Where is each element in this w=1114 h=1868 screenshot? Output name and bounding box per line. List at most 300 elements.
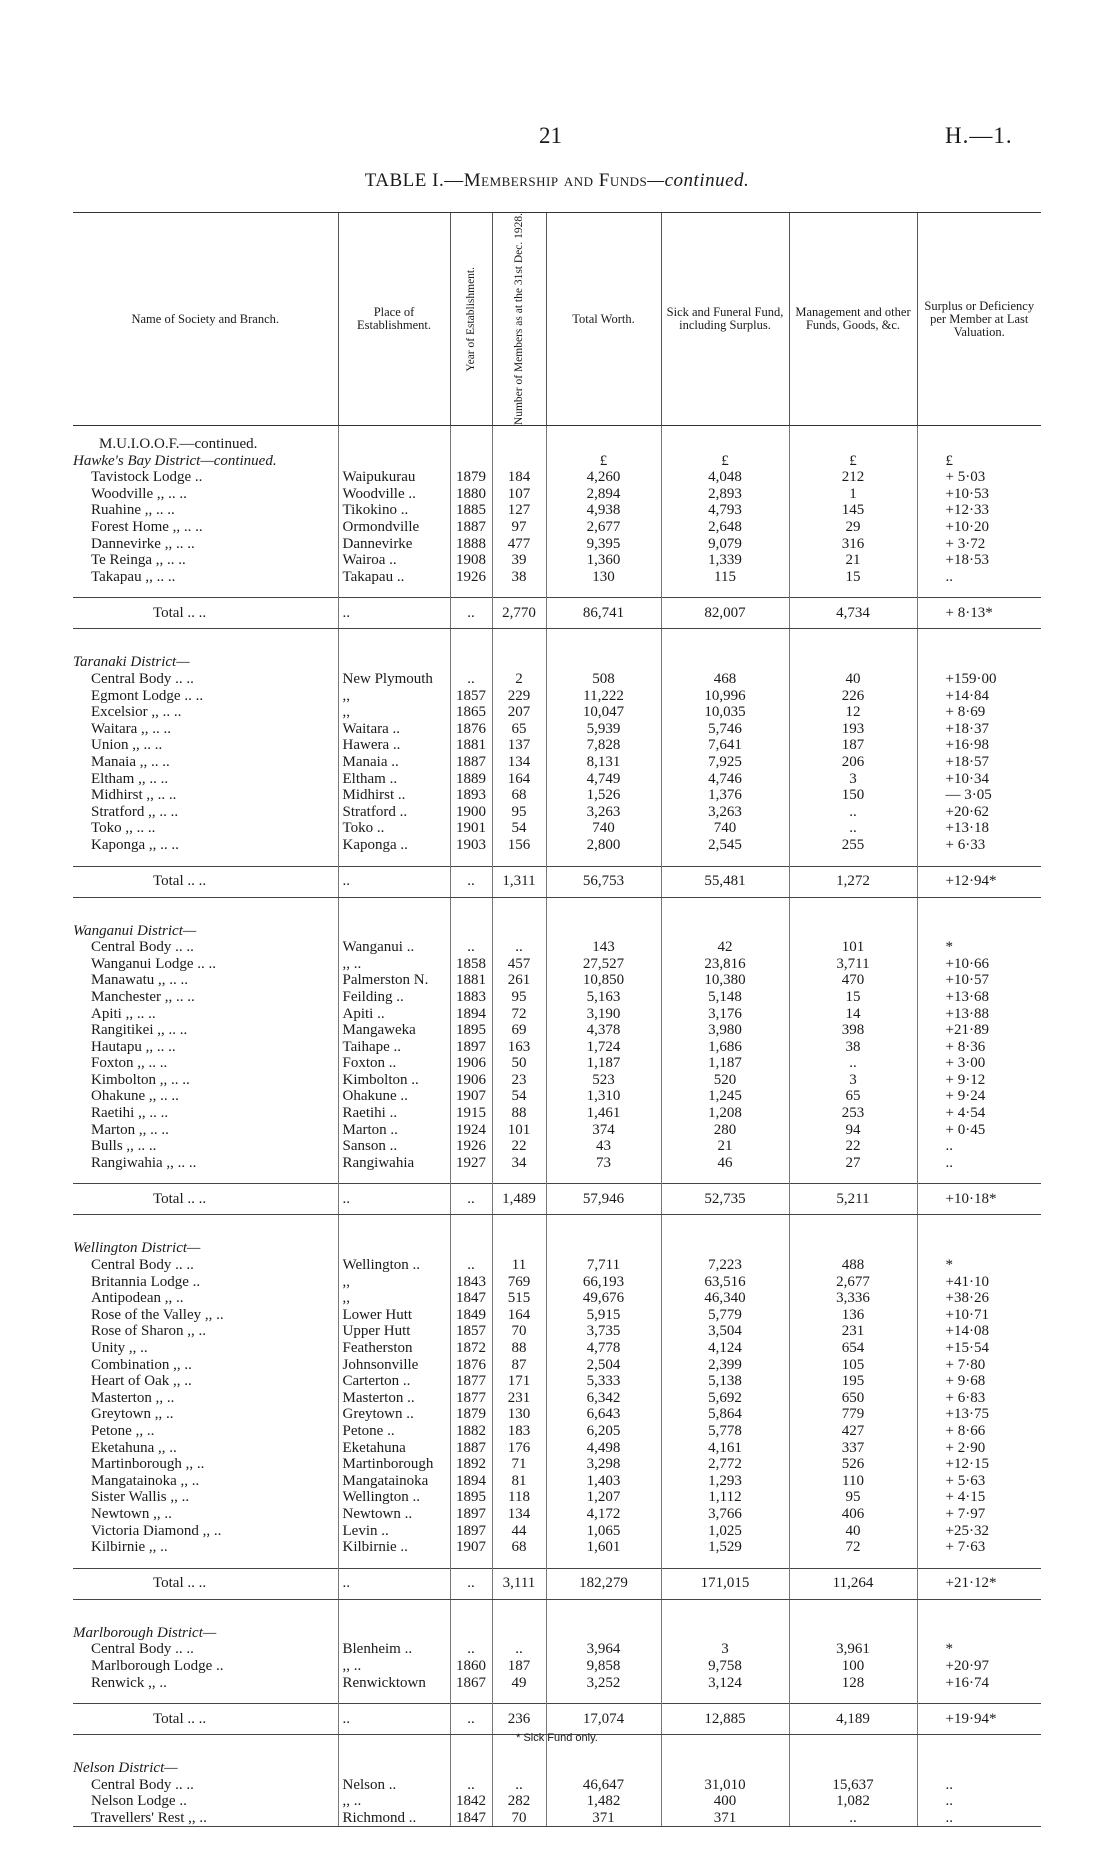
cell-name: Waitara ,, .. .. <box>91 720 172 737</box>
district-heading-row <box>73 1240 1041 1257</box>
total-sick: 12,885 <box>661 1704 789 1735</box>
cell-worth: 523 <box>546 1072 661 1089</box>
cell-name: Petone ,, .. <box>91 1422 155 1439</box>
table-row <box>73 1257 1041 1274</box>
empty-cell <box>917 1240 1041 1257</box>
spacer-cell <box>73 897 338 923</box>
spacer-cell <box>546 1171 661 1184</box>
cell-mgmt: 195 <box>789 1373 917 1390</box>
total-mgmt: 5,211 <box>789 1184 917 1215</box>
cell-members: 282 <box>492 1793 546 1810</box>
cell-year: 1860 <box>450 1658 492 1675</box>
spacer-cell <box>338 1556 450 1569</box>
table-row <box>73 688 1041 705</box>
total-surplus: + 8·13* <box>917 598 1041 629</box>
cell-year: 1889 <box>450 771 492 788</box>
cell-year: 1906 <box>450 1072 492 1089</box>
table-title-main: Membership and Funds <box>463 170 648 191</box>
cell-place: Newtown .. <box>338 1506 450 1523</box>
cell-year: 1897 <box>450 1523 492 1540</box>
spacer-cell <box>661 1599 789 1625</box>
cell-members: 38 <box>492 569 546 586</box>
cell-members: 101 <box>492 1122 546 1139</box>
table-row <box>73 1489 1041 1506</box>
cell-name: Kilbirnie ,, .. <box>91 1539 168 1556</box>
cell-surplus: + 2·90 <box>917 1440 1041 1457</box>
footnote: * Sick Fund only. <box>516 1732 598 1744</box>
cell-mgmt: 3,961 <box>789 1641 917 1658</box>
cell-worth: 7,711 <box>546 1257 661 1274</box>
currency-symbol: £ <box>917 453 1041 470</box>
cell-place: Rangiwahia <box>338 1155 450 1172</box>
cell-name: Eketahuna ,, .. <box>91 1439 177 1456</box>
cell-place: Toko .. <box>338 820 450 837</box>
table-row <box>73 804 1041 821</box>
empty-cell <box>661 1625 789 1642</box>
spacer-cell <box>546 629 661 655</box>
empty-cell <box>338 1625 450 1642</box>
cell-place: Woodville .. <box>338 486 450 503</box>
cell-mgmt: 650 <box>789 1390 917 1407</box>
spacer-cell <box>661 1215 789 1241</box>
cell-name: Marton ,, .. .. <box>91 1121 169 1138</box>
spacer-cell <box>338 897 450 923</box>
total-sick: 171,015 <box>661 1568 789 1599</box>
cell-place: Eltham .. <box>338 771 450 788</box>
cell-mgmt: 2,677 <box>789 1274 917 1291</box>
district-name: Taranaki District— <box>73 654 190 671</box>
cell-surplus: * <box>917 1257 1041 1274</box>
cell-mgmt: 316 <box>789 536 917 553</box>
total-surplus: +19·94* <box>917 1704 1041 1735</box>
cell-members: 72 <box>492 1006 546 1023</box>
cell-worth: 2,677 <box>546 519 661 536</box>
cell-name: Unity ,, .. <box>91 1340 148 1356</box>
cell-name: Central Body .. .. <box>91 671 194 687</box>
cell-sick: 740 <box>661 820 789 837</box>
spacer-cell <box>661 629 789 655</box>
cell-surplus: +10·20 <box>917 519 1041 536</box>
cell-mgmt: 12 <box>789 704 917 721</box>
cell-worth: 6,342 <box>546 1390 661 1407</box>
spacer-cell <box>338 1215 450 1241</box>
cell-worth: 66,193 <box>546 1274 661 1291</box>
spacer-cell <box>661 585 789 598</box>
total-row <box>73 1568 1041 1599</box>
cell-mgmt: 150 <box>789 787 917 804</box>
header-place: Place of Establishment. <box>338 213 450 426</box>
total-label: Total .. .. <box>73 866 338 897</box>
cell-year: 1843 <box>450 1274 492 1291</box>
cell-year: 1893 <box>450 787 492 804</box>
cell-year: 1892 <box>450 1456 492 1473</box>
cell-surplus: +16·74 <box>917 1675 1041 1692</box>
cell-year: 1881 <box>450 972 492 989</box>
empty-cell <box>450 1625 492 1642</box>
district-heading-row <box>73 923 1041 940</box>
empty-cell <box>492 453 546 470</box>
table-row <box>73 1456 1041 1473</box>
cell-year: 1887 <box>450 754 492 771</box>
cell-name: Britannia Lodge .. <box>91 1273 201 1290</box>
header-year <box>450 213 492 426</box>
cell-name: Toko ,, .. .. <box>91 820 156 837</box>
total-year: .. <box>450 1184 492 1215</box>
cell-sick: 10,380 <box>661 972 789 989</box>
cell-year: 1867 <box>450 1675 492 1692</box>
cell-mgmt: 337 <box>789 1440 917 1457</box>
cell-mgmt: 427 <box>789 1423 917 1440</box>
spacer-cell <box>789 629 917 655</box>
cell-place: Martinborough <box>338 1456 450 1473</box>
cell-surplus: + 5·63 <box>917 1473 1041 1490</box>
cell-place: Masterton .. <box>338 1390 450 1407</box>
cell-worth: 1,187 <box>546 1055 661 1072</box>
cell-name: Rangitikei ,, .. .. <box>91 1022 188 1039</box>
empty-cell <box>661 426 789 453</box>
spacer-cell <box>338 585 450 598</box>
cell-mgmt: 470 <box>789 972 917 989</box>
cell-surplus: + 7·63 <box>917 1539 1041 1556</box>
spacer-cell <box>492 897 546 923</box>
spacer-cell <box>450 1599 492 1625</box>
cell-surplus: +25·32 <box>917 1523 1041 1540</box>
total-place: .. <box>338 598 450 629</box>
cell-year: 1926 <box>450 1138 492 1155</box>
total-worth: 57,946 <box>546 1184 661 1215</box>
cell-surplus: +13·68 <box>917 989 1041 1006</box>
cell-surplus: .. <box>917 1810 1041 1827</box>
cell-year: 1887 <box>450 519 492 536</box>
cell-name: Manaia ,, .. .. <box>91 753 170 770</box>
cell-worth: 5,939 <box>546 721 661 738</box>
cell-place: Palmerston N. <box>338 972 450 989</box>
empty-cell <box>546 426 661 453</box>
cell-year: 1903 <box>450 837 492 854</box>
total-members: 1,489 <box>492 1184 546 1215</box>
spacer-cell <box>450 1171 492 1184</box>
cell-members: 156 <box>492 837 546 854</box>
cell-name: Rangiwahia ,, .. .. <box>91 1154 197 1171</box>
cell-members: 515 <box>492 1290 546 1307</box>
cell-year: 1881 <box>450 737 492 754</box>
cell-mgmt: 3 <box>789 771 917 788</box>
district-name: Marlborough District— <box>73 1624 217 1641</box>
cell-year: 1897 <box>450 1506 492 1523</box>
cell-surplus: — 3·05 <box>917 787 1041 804</box>
cell-year: 1895 <box>450 1489 492 1506</box>
cell-surplus: +159·00 <box>917 671 1041 688</box>
cell-members: 65 <box>492 721 546 738</box>
spacer-cell <box>338 854 450 867</box>
cell-worth: 1,461 <box>546 1105 661 1122</box>
cell-place: ,, .. <box>338 956 450 973</box>
cell-name: Raetihi ,, .. .. <box>91 1105 169 1122</box>
cell-members: 229 <box>492 688 546 705</box>
cell-mgmt: 187 <box>789 737 917 754</box>
total-surplus: +12·94* <box>917 866 1041 897</box>
spacer-cell <box>450 629 492 655</box>
cell-year: 1924 <box>450 1122 492 1139</box>
table-row <box>73 1473 1041 1490</box>
total-members: 3,111 <box>492 1568 546 1599</box>
cell-mgmt: 145 <box>789 502 917 519</box>
cell-sick: 5,746 <box>661 721 789 738</box>
header-row <box>73 213 1041 426</box>
table-row <box>73 1357 1041 1374</box>
table-row <box>73 1539 1041 1556</box>
table-row <box>73 1088 1041 1105</box>
cell-members: 127 <box>492 502 546 519</box>
cell-place: ,, .. <box>338 1658 450 1675</box>
cell-sick: 46 <box>661 1155 789 1172</box>
cell-mgmt: .. <box>789 1810 917 1827</box>
total-sick: 55,481 <box>661 866 789 897</box>
cell-surplus: + 9·24 <box>917 1088 1041 1105</box>
cell-surplus: +13·88 <box>917 1006 1041 1023</box>
total-members: 1,311 <box>492 866 546 897</box>
cell-worth: 374 <box>546 1122 661 1139</box>
cell-surplus: +12·33 <box>917 502 1041 519</box>
district-heading-row <box>73 1760 1041 1777</box>
cell-name: Excelsior ,, .. .. <box>91 704 182 721</box>
cell-surplus: .. <box>917 569 1041 586</box>
cell-name: Eltham ,, .. .. <box>91 770 169 787</box>
cell-name: Tavistock Lodge .. <box>91 469 203 486</box>
empty-cell <box>789 923 917 940</box>
cell-sick: 10,035 <box>661 704 789 721</box>
cell-sick: 5,779 <box>661 1307 789 1324</box>
cell-year: 1849 <box>450 1307 492 1324</box>
total-mgmt: 1,272 <box>789 866 917 897</box>
table-row <box>73 1810 1041 1827</box>
empty-cell <box>546 1240 661 1257</box>
spacer-cell <box>546 1599 661 1625</box>
cell-sick: 1,208 <box>661 1105 789 1122</box>
cell-place: Waipukurau <box>338 469 450 486</box>
cell-mgmt: 779 <box>789 1406 917 1423</box>
cell-members: 71 <box>492 1456 546 1473</box>
cell-worth: 3,735 <box>546 1323 661 1340</box>
cell-name: Combination ,, .. <box>91 1356 192 1373</box>
cell-sick: 5,148 <box>661 989 789 1006</box>
cell-name: Stratford ,, .. .. <box>91 803 179 820</box>
cell-place: Wellington .. <box>338 1489 450 1506</box>
cell-surplus: .. <box>917 1777 1041 1794</box>
empty-cell <box>789 654 917 671</box>
table-row <box>73 536 1041 553</box>
cell-sick: 21 <box>661 1138 789 1155</box>
table-row <box>73 754 1041 771</box>
cell-place: Apiti .. <box>338 1006 450 1023</box>
header-total-worth: Total Worth. <box>546 213 661 426</box>
currency-symbol: £ <box>789 453 917 470</box>
spacer-cell <box>789 897 917 923</box>
cell-year: 1847 <box>450 1810 492 1827</box>
cell-worth: 1,526 <box>546 787 661 804</box>
total-label: Total .. .. <box>73 1704 338 1735</box>
spacer-cell <box>450 854 492 867</box>
header-members <box>492 213 546 426</box>
cell-name: Wanganui Lodge .. .. <box>91 955 217 972</box>
cell-worth: 1,310 <box>546 1088 661 1105</box>
cell-name: Victoria Diamond ,, .. <box>91 1522 222 1539</box>
spacer-cell <box>338 1171 450 1184</box>
header-name: Name of Society and Branch. <box>73 213 338 426</box>
cell-worth: 9,395 <box>546 536 661 553</box>
spacer-cell <box>917 854 1041 867</box>
header-surplus: Surplus or Deficiency per Member at Last Valuation. <box>917 213 1041 426</box>
cell-worth: 9,858 <box>546 1658 661 1675</box>
table-row <box>73 1440 1041 1457</box>
table-row <box>73 519 1041 536</box>
empty-cell <box>450 923 492 940</box>
spacer-cell <box>492 854 546 867</box>
cell-place: Levin .. <box>338 1523 450 1540</box>
cell-name: Ohakune ,, .. .. <box>91 1088 179 1105</box>
cell-worth: 130 <box>546 569 661 586</box>
cell-year: 1907 <box>450 1088 492 1105</box>
cell-year: .. <box>450 671 492 688</box>
cell-sick: 1,686 <box>661 1039 789 1056</box>
table-body <box>73 426 1041 1827</box>
cell-members: 88 <box>492 1105 546 1122</box>
cell-mgmt: .. <box>789 804 917 821</box>
spacer-cell <box>789 1215 917 1241</box>
cell-mgmt: 3,336 <box>789 1290 917 1307</box>
cell-name: Kimbolton ,, .. .. <box>91 1071 190 1088</box>
cell-sick: 10,996 <box>661 688 789 705</box>
empty-cell <box>917 426 1041 453</box>
cell-year: .. <box>450 939 492 956</box>
table-row <box>73 1641 1041 1658</box>
spacer-row <box>73 585 1041 598</box>
spacer-cell <box>917 1556 1041 1569</box>
cell-worth: 1,724 <box>546 1039 661 1056</box>
cell-members: 87 <box>492 1357 546 1374</box>
table-row <box>73 1006 1041 1023</box>
table-row <box>73 1390 1041 1407</box>
cell-name: Dannevirke ,, .. .. <box>91 535 195 552</box>
empty-cell <box>546 1760 661 1777</box>
cell-worth: 6,205 <box>546 1423 661 1440</box>
cell-mgmt: 101 <box>789 939 917 956</box>
table-row <box>73 972 1041 989</box>
cell-sick: 7,223 <box>661 1257 789 1274</box>
table-row <box>73 1323 1041 1340</box>
cell-members: 457 <box>492 956 546 973</box>
table-row <box>73 1406 1041 1423</box>
cell-place: Taihape .. <box>338 1039 450 1056</box>
cell-name: Central Body .. .. <box>91 1257 194 1274</box>
cell-sick: 1,529 <box>661 1539 789 1556</box>
cell-surplus: +12·15 <box>917 1456 1041 1473</box>
cell-mgmt: 253 <box>789 1105 917 1122</box>
cell-surplus: + 8·69 <box>917 704 1041 721</box>
cell-surplus: + 4·15 <box>917 1489 1041 1506</box>
empty-cell <box>338 1240 450 1257</box>
cell-mgmt: 38 <box>789 1039 917 1056</box>
cell-name: Union ,, .. .. <box>91 737 163 754</box>
cell-members: 23 <box>492 1072 546 1089</box>
cell-worth: 8,131 <box>546 754 661 771</box>
spacer-cell <box>73 629 338 655</box>
cell-worth: 740 <box>546 820 661 837</box>
spacer-cell <box>73 1215 338 1241</box>
cell-surplus: + 6·83 <box>917 1390 1041 1407</box>
cell-mgmt: 255 <box>789 837 917 854</box>
cell-mgmt: 65 <box>789 1088 917 1105</box>
spacer-cell <box>661 1691 789 1704</box>
cell-surplus: +13·18 <box>917 820 1041 837</box>
spacer-cell <box>917 897 1041 923</box>
cell-worth: 43 <box>546 1138 661 1155</box>
cell-sick: 3,766 <box>661 1506 789 1523</box>
cell-place: Marton .. <box>338 1122 450 1139</box>
cell-surplus: +15·54 <box>917 1340 1041 1357</box>
cell-year: 1857 <box>450 688 492 705</box>
cell-worth: 4,778 <box>546 1340 661 1357</box>
cell-year: 1927 <box>450 1155 492 1172</box>
cell-name: Te Reinga ,, .. .. <box>91 552 186 569</box>
cell-mgmt: 206 <box>789 754 917 771</box>
cell-members: 171 <box>492 1373 546 1390</box>
cell-mgmt: 193 <box>789 721 917 738</box>
cell-place: Raetihi .. <box>338 1105 450 1122</box>
cell-surplus: +18·57 <box>917 754 1041 771</box>
cell-surplus: + 9·68 <box>917 1373 1041 1390</box>
table-row <box>73 1523 1041 1540</box>
cell-sick: 2,893 <box>661 486 789 503</box>
cell-place: ,, <box>338 704 450 721</box>
total-row <box>73 1704 1041 1735</box>
cell-sick: 4,746 <box>661 771 789 788</box>
cell-place: Upper Hutt <box>338 1323 450 1340</box>
membership-funds-table <box>73 212 1041 1827</box>
cell-surplus: +10·57 <box>917 972 1041 989</box>
cell-place: ,, <box>338 1290 450 1307</box>
cell-sick: 3,176 <box>661 1006 789 1023</box>
spacer-cell <box>73 854 338 867</box>
spacer-cell <box>661 854 789 867</box>
table-row <box>73 569 1041 586</box>
cell-name: Rose of the Valley ,, .. <box>91 1306 224 1323</box>
spacer-cell <box>450 1215 492 1241</box>
total-sick: 52,735 <box>661 1184 789 1215</box>
cell-sick: 3 <box>661 1641 789 1658</box>
cell-worth: 10,047 <box>546 704 661 721</box>
cell-mgmt: 22 <box>789 1138 917 1155</box>
table-row <box>73 787 1041 804</box>
cell-worth: 143 <box>546 939 661 956</box>
empty-cell <box>546 923 661 940</box>
table-row <box>73 1658 1041 1675</box>
cell-place: Nelson .. <box>338 1777 450 1794</box>
cell-name: Takapau ,, .. .. <box>91 568 176 585</box>
empty-cell <box>338 654 450 671</box>
cell-place: Wellington .. <box>338 1257 450 1274</box>
cell-surplus: + 3·00 <box>917 1055 1041 1072</box>
cell-worth: 5,333 <box>546 1373 661 1390</box>
table-row <box>73 939 1041 956</box>
cell-name: Antipodean ,, .. <box>91 1290 184 1307</box>
cell-members: 70 <box>492 1323 546 1340</box>
table-title <box>0 170 1114 192</box>
cell-name: Ruahine ,, .. .. <box>91 502 175 519</box>
cell-surplus: + 4·54 <box>917 1105 1041 1122</box>
cell-year: .. <box>450 1257 492 1274</box>
cell-year: 1877 <box>450 1390 492 1407</box>
